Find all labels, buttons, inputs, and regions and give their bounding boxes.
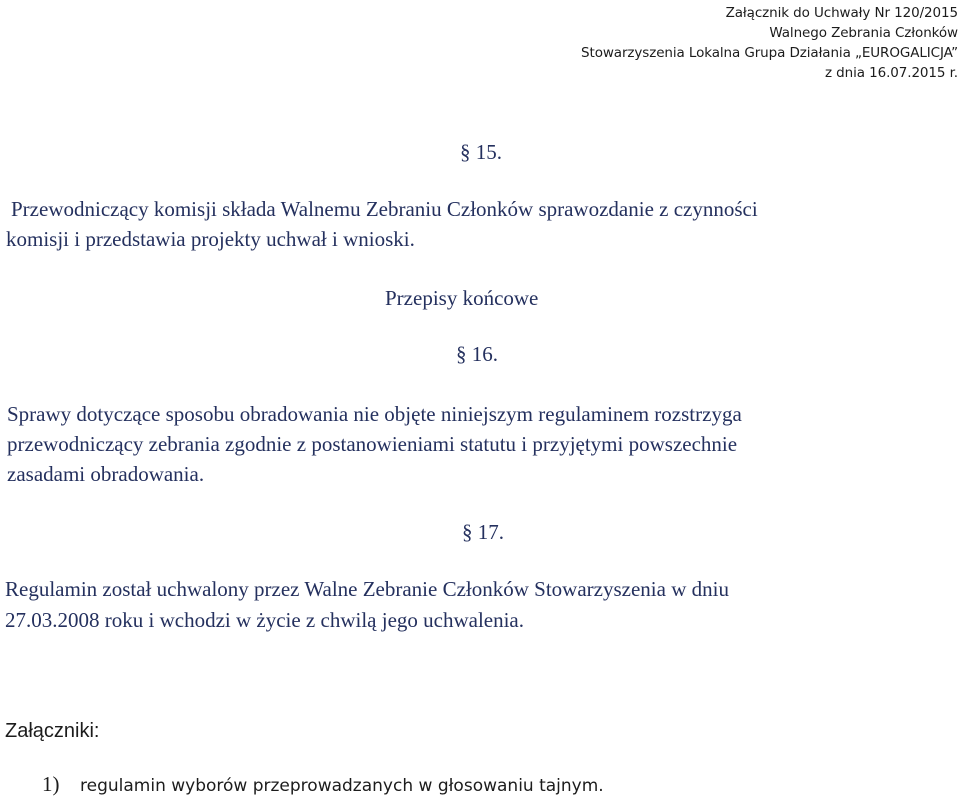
header-organization-line: Stowarzyszenia Lokalna Grupa Działania „EUROGALICJA” [581,45,958,61]
section-16-line-2: przewodniczący zebrania zgodnie z postanowieniami statutu i przyjętymi powszechnie [7,432,738,456]
header-attachment-line: Załącznik do Uchwały Nr 120/2015 [725,5,958,21]
section-17-line-1: Regulamin został uchwalony przez Walne Zebranie Członków Stowarzyszenia w dniu [5,577,729,601]
section-15-line-1: Przewodniczący komisji składa Walnemu Zebraniu Członków sprawozdanie z czynności [11,197,758,221]
attachment-item [42,772,604,797]
attachments-heading: Załączniki: [5,720,100,742]
document-header [581,3,958,83]
attachment-item-text: regulamin wyborów przeprowadzanych w głosowaniu tajnym. [80,776,604,796]
section-16-number: § 16. [456,342,498,366]
final-provisions-heading: Przepisy końcowe [385,286,539,310]
section-17-number: § 17. [462,520,504,544]
section-16-line-3: zasadami obradowania. [7,462,205,486]
section-15-line-2: komisji i przedstawia projekty uchwał i wnioski. [6,227,415,251]
section-16-line-1: Sprawy dotyczące sposobu obradowania nie objęte niniejszym regulaminem rozstrzyga [7,402,742,426]
header-body-line: Walnego Zebrania Członków [769,25,958,41]
section-17-line-2: 27.03.2008 roku i wchodzi w życie z chwilą jego uchwalenia. [5,608,525,632]
header-date-line: z dnia 16.07.2015 r. [824,65,958,81]
attachment-item-number: 1) [42,772,60,796]
section-15-number: § 15. [460,140,502,164]
